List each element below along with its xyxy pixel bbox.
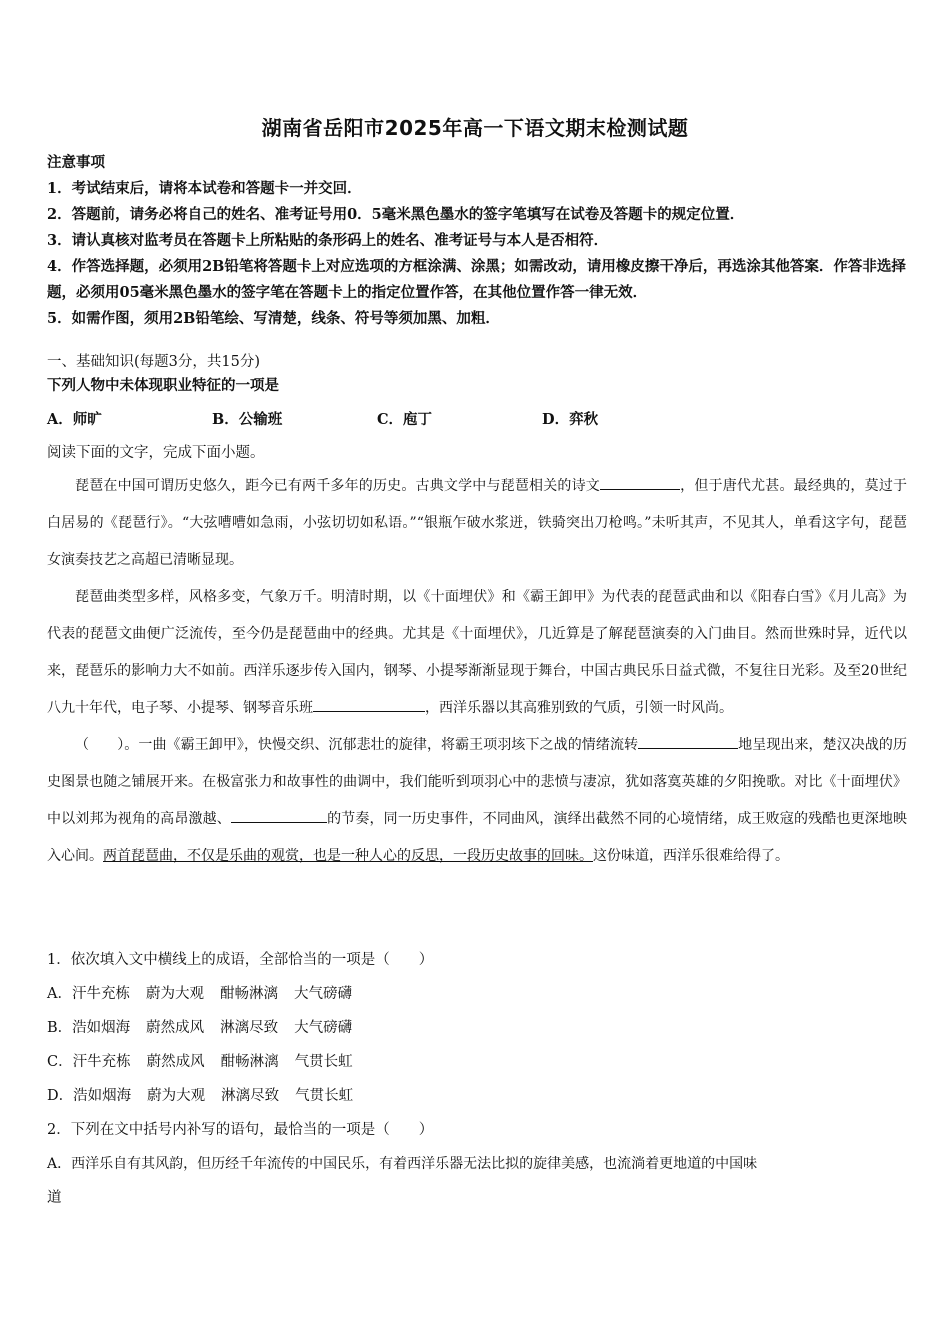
option-word: 大气磅礴	[294, 1020, 353, 1036]
fill-blank	[313, 697, 425, 712]
passage-paragraph	[47, 579, 907, 727]
passage-text: 的节奏，同一历史事件，不同曲风，演绎出截然不同的心境情绪，成王败寇的残酷也更深地映入心间。	[47, 811, 908, 864]
fill-blank	[231, 808, 327, 823]
option-c: C．庖丁	[377, 411, 433, 428]
question-1-option-b	[47, 1011, 907, 1045]
option-word: 蔚为大观	[145, 986, 204, 1002]
question-0-stem: 下列人物中未体现职业特征的一项是	[47, 377, 279, 394]
option-word: B．浩如烟海	[47, 1020, 131, 1036]
option-word: 酣畅淋漓	[220, 1054, 279, 1070]
option-word: C．汗牛充栋	[47, 1054, 131, 1070]
passage-paragraph	[47, 727, 907, 875]
option-word: 蔚然成风	[146, 1020, 205, 1036]
option-word: A．汗牛充栋	[47, 986, 130, 1002]
question-1	[47, 943, 907, 1215]
notice-block	[47, 150, 907, 332]
option-word: 酣畅淋漓	[219, 986, 278, 1002]
fill-blank	[600, 475, 680, 490]
fill-blank	[638, 734, 738, 749]
notice-heading: 注意事项	[47, 154, 105, 171]
question-2-option-a-cont: 道	[47, 1190, 62, 1206]
question-1-option-a	[47, 977, 907, 1011]
option-word: 大气磅礴	[293, 986, 352, 1002]
option-a: A．师旷	[47, 411, 102, 428]
question-2-option-a: A．西洋乐自有其风韵，但历经千年流传的中国民乐，有着西洋乐器无法比拟的旋律美感，也流淌着更地道的中国味	[47, 1156, 758, 1172]
notice-item: 4．作答选择题，必须用2B铅笔将答题卡上对应选项的方框涂满、涂黑；如需改动，请用橡皮擦干净后，再选涂其他答案．作答非选择题，必须用05毫米黑色墨水的签字笔在答题卡上的指定位置作答，在其他位置作答一律无效．	[47, 258, 906, 301]
option-word: 气贯长虹	[295, 1088, 354, 1104]
option-word: 气贯长虹	[294, 1054, 353, 1070]
option-word: 淋漓尽致	[220, 1020, 279, 1036]
option-word: D．浩如烟海	[47, 1088, 132, 1104]
underlined-sentence: 两首琵琶曲，不仅是乐曲的观赏，也是一种人心的反思，一段历史故事的回味。	[103, 848, 593, 864]
passage-text: （ ）。一曲《霸王卸甲》，快慢交织、沉郁悲壮的旋律，将霸王项羽垓下之战的情绪流转	[75, 737, 639, 753]
question-1-option-c	[47, 1045, 907, 1079]
option-word: 蔚然成风	[146, 1054, 205, 1070]
passage-text: 这份味道，西洋乐很难给得了。	[593, 848, 789, 864]
section-heading: 一、基础知识(每题3分，共15分)	[47, 354, 260, 370]
passage-text: 琵琶曲类型多样，风格多变，气象万千。明清时期，以《十面埋伏》和《霸王卸甲》为代表的琵琶武曲和以《阳春白雪》《月儿高》为代表的琵琶文曲便广泛流传，至今仍是琵琶曲中的经典。尤其是《十面埋伏》，几近算是了解琵琶演奏的入门曲目。然而世殊时异，近代以来，琵琶乐的影响力大不如前。西洋乐逐步传入国内，钢琴、小提琴渐渐显现于舞台，中国古典民乐日益式微，不复往日光彩。及至20世纪八九十年代，电子琴、小提琴、钢琴音乐班	[47, 589, 907, 716]
question-2-stem: 2．下列在文中括号内补写的语句，最恰当的一项是（ ）	[47, 1122, 434, 1138]
option-d: D．弈秋	[542, 411, 599, 428]
passage-text: 琵琶在中国可谓历史悠久，距今已有两千多年的历史。古典文学中与琵琶相关的诗文	[75, 478, 600, 494]
notice-item: 1．考试结束后，请将本试卷和答题卡一并交回．	[47, 180, 362, 197]
option-word: 淋漓尽致	[221, 1088, 280, 1104]
reading-passage	[47, 468, 907, 875]
notice-item: 3．请认真核对监考员在答题卡上所粘贴的条形码上的姓名、准考证号与本人是否相符．	[47, 232, 609, 249]
page-title: 湖南省岳阳市2025年高一下语文期末检测试题	[261, 116, 689, 140]
passage-paragraph	[47, 468, 907, 579]
notice-item: 5．如需作图，须用2B铅笔绘、写清楚，线条、符号等须加黑、加粗．	[47, 310, 500, 327]
passage-text: ，但于唐代尤甚。最经典的，莫过于白居易的《琵琶行》。“大弦嘈嘈如急雨，小弦切切如私语。”“银瓶乍破水浆迸，铁骑突出刀枪鸣。”未听其声，不见其人，单看这字句，琵琶女演奏技艺之高超已清晰显现。	[47, 478, 908, 568]
question-0-options	[47, 408, 747, 432]
passage-text: ，西洋乐器以其高雅别致的气质，引领一时风尚。	[425, 700, 733, 716]
question-1-stem: 1．依次填入文中横线上的成语，全部恰当的一项是（ ）	[47, 952, 434, 968]
reading-intro: 阅读下面的文字，完成下面小题。	[47, 445, 265, 461]
passage-text: 地呈现出来，楚汉决战的历史图景也随之铺展开来。在极富张力和故事性的曲调中，我们能听到项羽心中的悲愤与凄凉，犹如落寞英雄的夕阳挽歌。对比《十面埋伏》中以刘邦为视角的高昂激越、	[47, 737, 907, 827]
section-1	[47, 350, 907, 398]
question-1-option-d	[47, 1079, 907, 1113]
option-word: 蔚为大观	[147, 1088, 206, 1104]
option-b: B．公输班	[212, 411, 283, 428]
notice-item: 2．答题前，请务必将自己的姓名、准考证号用0．5毫米黑色墨水的签字笔填写在试卷及答题卡的规定位置．	[47, 206, 745, 223]
